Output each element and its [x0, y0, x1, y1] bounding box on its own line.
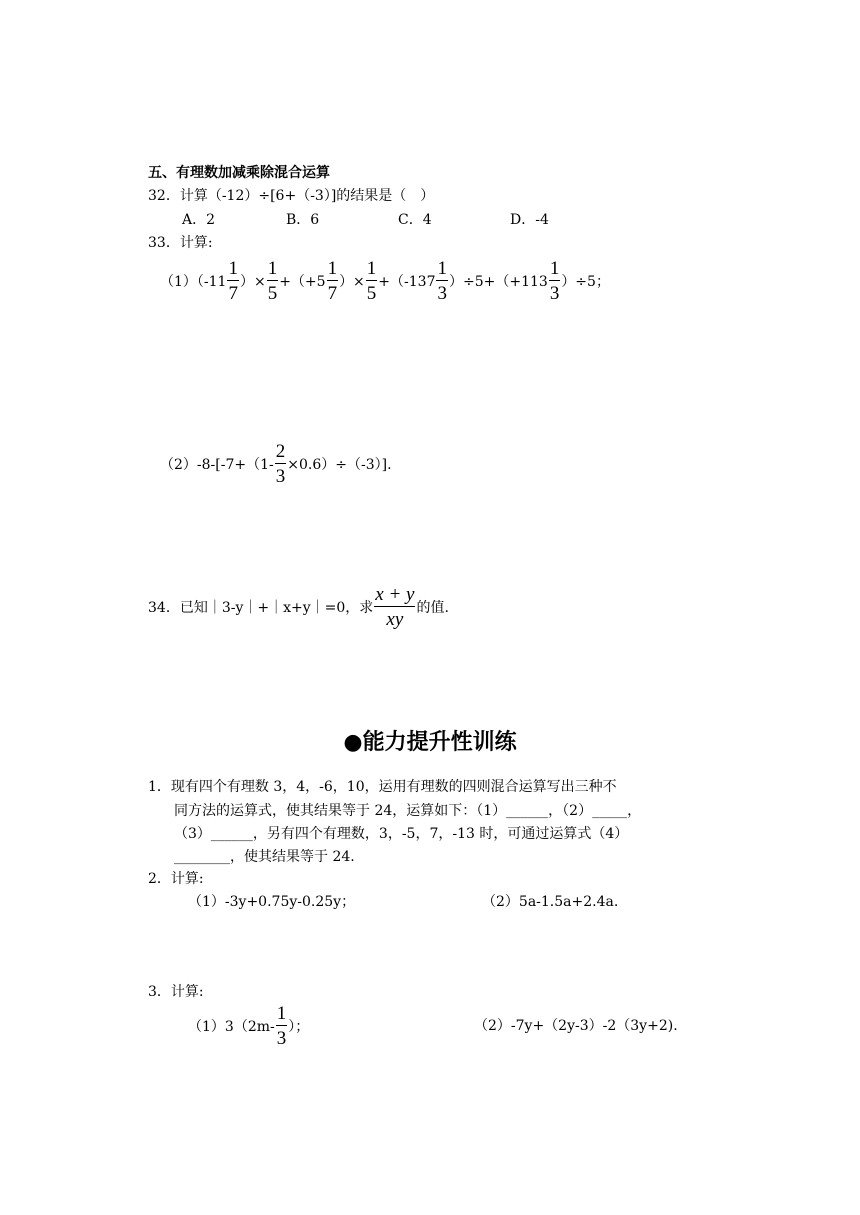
formula-text: +（-137 [378, 274, 436, 290]
question-33-part-1 [160, 256, 610, 306]
fraction: $\frac{1}{7}$ [327, 257, 338, 304]
question-3-part-2: （2）-7y+（2y-3）-2（3y+2). [474, 1018, 678, 1034]
question-34 [148, 582, 449, 632]
question-32-stem: 32．计算（-12）÷[6+（-3）]的结果是（ ） [148, 188, 435, 204]
formula-text: 的值. [416, 600, 449, 616]
question-1-line-2: 同方法的运算式，使其结果等于 24，运算如下：（1）______，（2）_____， [174, 803, 642, 819]
formula-text: ）× [239, 274, 266, 290]
question-2-part-1: （1）-3y+0.75y-0.25y； [188, 894, 356, 910]
fraction: $\frac{1}{3}$ [276, 1002, 287, 1049]
question-1-line-1: 1．现有四个有理数 3，4，-6，10，运用有理数的四则混合运算写出三种不 [148, 779, 617, 795]
formula-text: ）； [288, 1019, 310, 1035]
fraction: $\frac{1}{3}$ [437, 257, 447, 304]
fraction: $\frac{1}{7}$ [228, 257, 238, 304]
option-d: D．-4 [510, 212, 549, 228]
fraction: $\frac{1}{5}$ [366, 257, 377, 304]
question-1-line-4: ________，使其结果等于 24. [174, 849, 355, 865]
formula-text: ）× [339, 274, 365, 290]
section-heading: ●能力提升性训练 [343, 730, 517, 755]
fraction: $\frac{1}{5}$ [267, 257, 278, 304]
option-c: C．4 [398, 212, 432, 228]
formula-text: （1）3（2m- [188, 1019, 275, 1035]
question-1-line-3: （3）______，另有四个有理数，3，-5，7，-13 时，可通过运算式（4） [174, 826, 629, 842]
question-3-stem: 3．计算: [148, 984, 204, 1000]
question-3-part-1 [188, 1001, 309, 1051]
fraction: $\frac{x + y}{xy}$ [375, 583, 415, 630]
formula-text: ）÷5； [561, 274, 610, 290]
fraction: $\frac{2}{3}$ [275, 440, 286, 487]
option-b: B．6 [286, 212, 320, 228]
formula-text: ）÷5+（+113 [448, 274, 548, 290]
formula-text: （1）（-11 [160, 274, 227, 290]
question-2-part-2: （2）5a-1.5a+2.4a. [482, 894, 619, 910]
question-33-part-2 [160, 439, 392, 489]
fraction: $\frac{1}{3}$ [549, 257, 560, 304]
question-2-stem: 2．计算: [148, 871, 204, 887]
formula-text: （2）-8-[-7+（1- [160, 457, 274, 473]
formula-text: ×0.6）÷（-3）]. [287, 457, 392, 473]
question-33-stem: 33．计算: [148, 235, 213, 251]
option-a: A．2 [182, 212, 216, 228]
section-title: 五、有理数加减乘除混合运算 [148, 165, 330, 181]
formula-text: 34．已知｜3-y｜+｜x+y｜=0，求 [148, 600, 374, 616]
formula-text: +（+5 [279, 274, 326, 290]
